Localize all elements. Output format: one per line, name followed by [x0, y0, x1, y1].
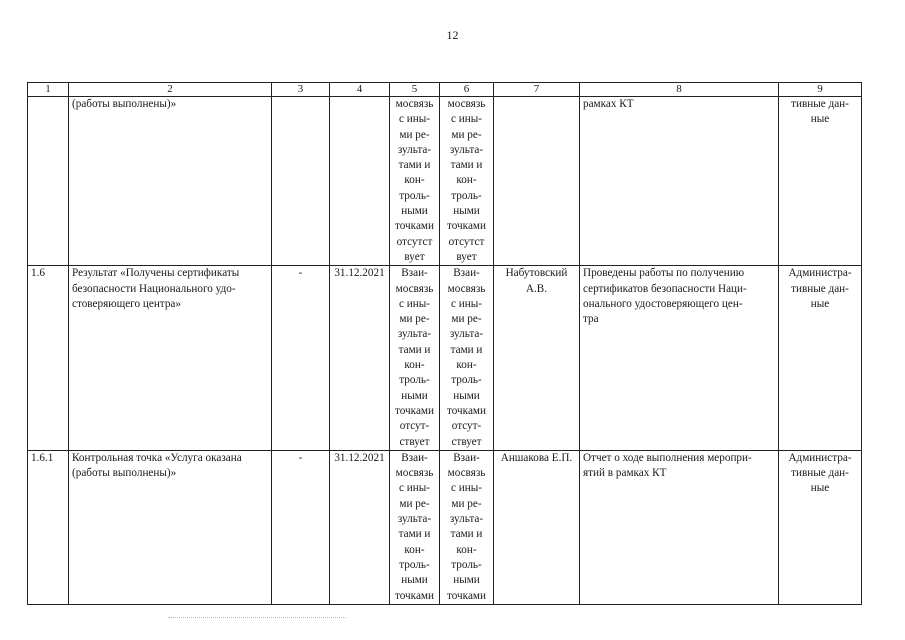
cell-text-line: ятий в рамках КТ: [583, 467, 667, 480]
column-header: 8: [580, 83, 779, 97]
cell-text-line: ми ре-: [451, 313, 482, 326]
cell-text-line: мосвязь: [395, 467, 434, 480]
cell-text-line: отсут-: [451, 420, 482, 433]
column-header: 2: [69, 83, 272, 97]
plan-date-cell: [272, 97, 330, 266]
cell-text-line: Набутовский: [505, 267, 568, 280]
cell-text: -: [298, 451, 303, 464]
page-number: 12: [446, 28, 459, 42]
cell-text-line: с ины-: [399, 482, 430, 495]
cell-text-line: тами и: [398, 528, 431, 541]
table-row: [28, 97, 862, 266]
cell-text-line: Отчет о ходе выполнения меропри-: [583, 451, 752, 464]
relation-cell: [440, 97, 494, 266]
cell-text-line: точками: [447, 404, 486, 417]
description-cell: [580, 266, 779, 451]
cell-text-line: безопасности Национального удо-: [72, 282, 236, 295]
cell-text-line: точками: [395, 220, 434, 233]
event-name-cell: [69, 450, 272, 604]
table-header-row: [28, 83, 862, 97]
cell-text-line: зульта-: [397, 143, 432, 156]
cell-text-line: троль-: [399, 558, 430, 571]
relation-cell: [390, 266, 440, 451]
cell-text-line: троль-: [451, 374, 482, 387]
cell-text-line: зульта-: [449, 143, 484, 156]
cell-text-line: (работы выполнены)»: [72, 98, 177, 110]
scan-artifact-line: [168, 617, 346, 618]
cell-text-line: зульта-: [449, 513, 484, 526]
cell-text-line: Результат «Получены сертификаты: [72, 267, 240, 280]
column-header: 3: [272, 83, 330, 97]
event-name-cell: [69, 266, 272, 451]
cell-text-line: ми ре-: [451, 497, 482, 510]
cell-text-line: тивные дан-: [791, 98, 849, 110]
column-header: 6: [440, 83, 494, 97]
cell-text-line: точками: [395, 404, 434, 417]
cell-text-line: онального удостоверяющего цен-: [583, 297, 743, 310]
cell-text-line: ными: [453, 389, 480, 402]
cell-text-line: ные: [810, 482, 830, 495]
deadline-date-cell: [330, 97, 390, 266]
cell-text: 1.6: [31, 267, 45, 280]
cell-text-line: рамках КТ: [583, 98, 634, 110]
table-row: [28, 266, 862, 451]
cell-text-line: с ины-: [451, 113, 482, 126]
relation-cell: [390, 450, 440, 604]
cell-text-line: отсут-: [399, 420, 430, 433]
cell-text-line: кон-: [404, 543, 425, 556]
cell-text-line: с ины-: [451, 482, 482, 495]
cell-text-line: ми ре-: [399, 313, 430, 326]
cell-text: 31.12.2021: [334, 451, 385, 464]
cell-text-line: кон-: [404, 174, 425, 187]
cell-text-line: с ины-: [399, 297, 430, 310]
cell-text-line: зульта-: [449, 328, 484, 341]
cell-text-line: Проведены работы по получению: [583, 267, 745, 280]
responsible-cell: [494, 266, 580, 451]
cell-text-line: троль-: [451, 189, 482, 202]
cell-text-line: зульта-: [397, 513, 432, 526]
description-cell: [580, 450, 779, 604]
deadline-date-cell: [330, 266, 390, 451]
cell-text-line: ными: [453, 574, 480, 587]
responsible-cell: [494, 97, 580, 266]
plan-date-cell: [272, 266, 330, 451]
cell-text-line: кон-: [456, 543, 477, 556]
cell-text-line: тами и: [398, 159, 431, 172]
responsible-cell: [494, 450, 580, 604]
cell-text-line: мосвязь: [447, 282, 486, 295]
cell-text-line: ными: [401, 205, 428, 218]
cell-text-line: отсутст: [396, 235, 433, 248]
cell-text-line: Взаи-: [453, 451, 480, 464]
cell-text: 31.12.2021: [334, 267, 385, 280]
cell-text-line: Взаи-: [401, 267, 428, 280]
cell-text-line: вует: [404, 250, 425, 263]
column-header: 9: [779, 83, 862, 97]
cell-text-line: с ины-: [451, 297, 482, 310]
cell-text-line: Взаи-: [453, 267, 480, 280]
column-header: 4: [330, 83, 390, 97]
cell-text-line: тра: [583, 313, 599, 326]
cell-text-line: кон-: [456, 359, 477, 372]
row-number-cell: [28, 97, 69, 266]
cell-text: 1.6.1: [31, 451, 54, 464]
deadline-date-cell: [330, 450, 390, 604]
cell-text-line: мосвязь: [447, 467, 486, 480]
relation-cell: [440, 450, 494, 604]
column-header: 5: [390, 83, 440, 97]
cell-text-line: с ины-: [399, 113, 430, 126]
cell-text-line: троль-: [451, 558, 482, 571]
cell-text-line: А.В.: [525, 282, 548, 295]
cell-text-line: (работы выполнены)»: [72, 467, 177, 480]
cell-text-line: ными: [401, 389, 428, 402]
plan-date-cell: [272, 450, 330, 604]
cell-text-line: Аншакова Е.П.: [500, 451, 573, 464]
report-table: [27, 82, 862, 605]
cell-text-line: ми ре-: [399, 497, 430, 510]
cell-text-line: Контрольная точка «Услуга оказана: [72, 451, 242, 464]
table-row: [28, 450, 862, 604]
relation-cell: [390, 97, 440, 266]
source-cell: [779, 450, 862, 604]
cell-text-line: тивные дан-: [791, 282, 849, 295]
cell-text-line: тами и: [398, 343, 431, 356]
cell-text-line: Взаи-: [401, 451, 428, 464]
cell-text-line: мосвязь: [447, 98, 486, 110]
cell-text-line: сертификатов безопасности Наци-: [583, 282, 747, 295]
cell-text-line: ми ре-: [399, 128, 430, 141]
cell-text-line: кон-: [456, 174, 477, 187]
description-cell: [580, 97, 779, 266]
cell-text-line: ми ре-: [451, 128, 482, 141]
cell-text-line: зульта-: [397, 328, 432, 341]
cell-text-line: троль-: [399, 374, 430, 387]
cell-text-line: точками: [447, 220, 486, 233]
cell-text-line: троль-: [399, 189, 430, 202]
cell-text-line: ными: [401, 574, 428, 587]
cell-text-line: ными: [453, 205, 480, 218]
cell-text-line: ные: [810, 113, 830, 126]
cell-text-line: тивные дан-: [791, 467, 849, 480]
cell-text-line: мосвязь: [395, 282, 434, 295]
source-cell: [779, 266, 862, 451]
cell-text-line: вует: [456, 250, 477, 263]
cell-text-line: Администра-: [788, 451, 852, 464]
row-number-cell: [28, 450, 69, 604]
cell-text-line: Администра-: [788, 267, 852, 280]
column-header: 7: [494, 83, 580, 97]
cell-text-line: тами и: [450, 528, 483, 541]
cell-text-line: ные: [810, 297, 830, 310]
cell-text-line: точками: [395, 589, 434, 602]
cell-text-line: отсутст: [448, 235, 485, 248]
cell-text: -: [298, 267, 303, 280]
source-cell: [779, 97, 862, 266]
row-number-cell: [28, 266, 69, 451]
relation-cell: [440, 266, 494, 451]
cell-text-line: ствует: [451, 435, 482, 448]
cell-text-line: тами и: [450, 343, 483, 356]
column-header: 1: [28, 83, 69, 97]
cell-text-line: стоверяющего центра»: [72, 297, 181, 310]
cell-text-line: кон-: [404, 359, 425, 372]
cell-text-line: точками: [447, 589, 486, 602]
cell-text-line: тами и: [450, 159, 483, 172]
event-name-cell: [69, 97, 272, 266]
cell-text-line: мосвязь: [395, 98, 434, 110]
cell-text-line: ствует: [399, 435, 430, 448]
